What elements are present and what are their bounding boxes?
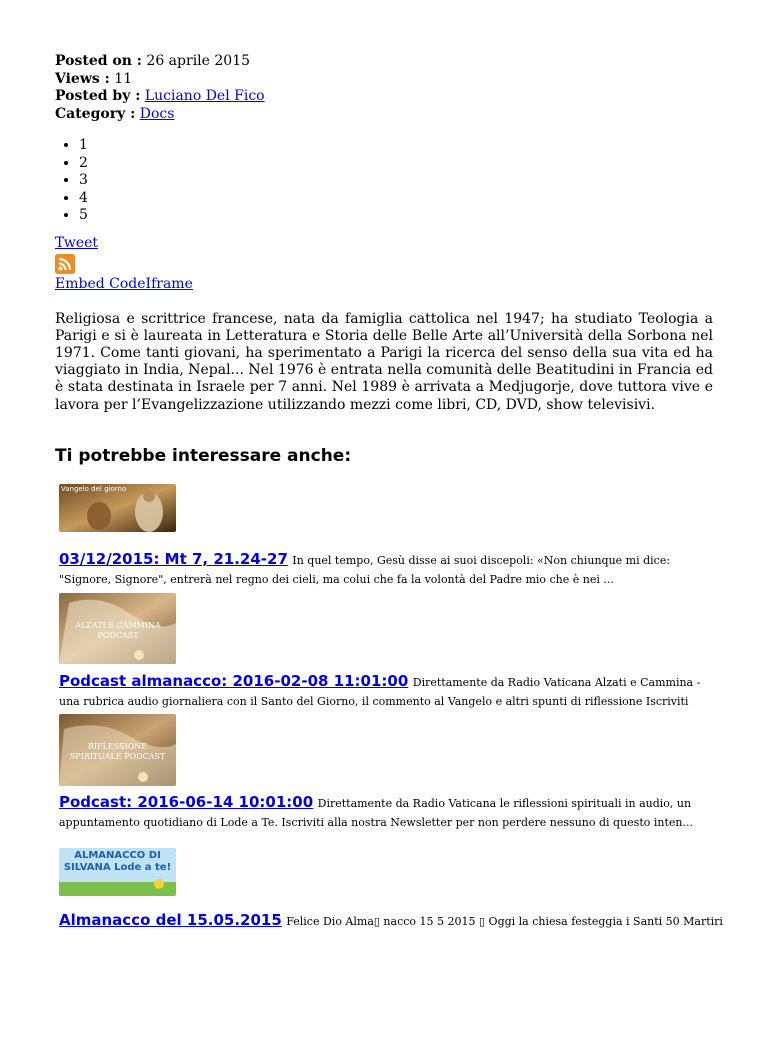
- description-text: Religiosa e scrittrice francese, nata da famiglia cattolica nel 1947; ha studiato Teologia a Parigi e si è laureata in Letteratura e Storia delle Belle Arte all’Università della Sorbona nel 1971. Come tanti giovani, ha sperimentato a Parigi la ricerca del senso della sua vita ed ha viaggiato in India, Nepal... Nel 1976 è entrata nella comunità delle Beatitudini in Francia ed è stata destinata in Israele per 7 anni. Nel 1989 è arrivata a Medjugorje, dove tuttora vive e lavora per l’Evangelizzazione utilizzando mezzi come libri, CD, DVD, show televisivi.: [55, 310, 713, 413]
- related-thumbnail-2-caption: ALZATI E CAMMINA PODCAST: [75, 621, 161, 640]
- related-thumbnail-1[interactable]: [59, 484, 176, 532]
- page-item-2[interactable]: • 2: [79, 155, 713, 173]
- views-label: Views :: [55, 70, 110, 87]
- page: [0, 53, 768, 466]
- related-thumbnail-3-caption: RIFLESSIONE SPIRITUALE PODCAST: [69, 742, 166, 761]
- related-excerpt-2: Direttamente da Radio Vaticana Alzati e Cammina - una rubrica audio giornaliera con il Santo del Giorno, il commento al Vangelo e altri spunti di riflessione Iscriviti: [59, 676, 701, 708]
- posted-by-label: Posted by :: [55, 88, 141, 104]
- related-item-1: [59, 484, 709, 589]
- related-excerpt-1: In quel tempo, Gesù disse ai suoi discepoli: «Non chiunque mi dice: "Signore, Signore", entrerà nel regno dei cieli, ma colui che fa la volontà del Padre mio che è nei ...: [59, 554, 671, 586]
- related-title-2[interactable]: Podcast almanacco: 2016-02-08 11:01:00: [59, 672, 409, 690]
- pagination-list: [55, 137, 713, 225]
- views-value: 11: [114, 70, 133, 87]
- related-title-4[interactable]: Almanacco del 15.05.2015: [59, 911, 282, 929]
- related-excerpt-4: Felice Dio Alma▯ nacco 15 5 2015 ▯ Oggi la chiesa festeggia i Santi 50 Martiri: [286, 915, 723, 928]
- related-thumbnail-1-caption: Vangelo del giorno: [61, 485, 127, 493]
- related-thumbnail-2[interactable]: [59, 593, 176, 664]
- category-link[interactable]: Docs: [139, 105, 175, 122]
- posted-by-row: [55, 88, 713, 106]
- page-item-3[interactable]: • 3: [79, 172, 713, 190]
- related-heading: Ti potrebbe interessare anche:: [55, 445, 352, 466]
- related-excerpt-3: Direttamente da Radio Vaticana le riflessioni spirituali in audio, un appuntamento quotidiano di Lode a Te. Iscriviti alla nostra Newsletter per non perdere nessuno di questo inten...: [59, 797, 693, 829]
- page-item-4[interactable]: • 4: [79, 190, 713, 208]
- views-row: [55, 71, 713, 89]
- related-thumbnail-3[interactable]: [59, 714, 176, 786]
- category-row: [55, 106, 713, 124]
- related-thumbnail-4[interactable]: [59, 848, 176, 896]
- embed-code-link[interactable]: Embed CodeIframe: [55, 275, 193, 292]
- related-item-3: [59, 714, 709, 832]
- post-meta: [55, 53, 713, 123]
- author-link[interactable]: Luciano Del Fico: [144, 88, 265, 104]
- related-item-4: [59, 848, 723, 931]
- posted-on-label: Posted on :: [55, 53, 142, 69]
- tweet-link[interactable]: Tweet: [55, 234, 99, 251]
- posted-on-value: 26 aprile 2015: [146, 53, 251, 69]
- page-item-1[interactable]: • 1: [79, 137, 713, 155]
- related-thumbnail-4-caption: ALMANACCO DI SILVANA Lode a te!: [63, 850, 172, 873]
- posted-on-row: [55, 53, 713, 71]
- category-label: Category :: [55, 105, 136, 122]
- rss-icon[interactable]: [55, 254, 75, 274]
- related-title-3[interactable]: Podcast: 2016-06-14 10:01:00: [59, 793, 314, 811]
- related-title-1[interactable]: 03/12/2015: Mt 7, 21.24-27: [59, 550, 288, 568]
- related-item-2: [59, 593, 709, 730]
- page-item-5[interactable]: • 5: [79, 207, 713, 225]
